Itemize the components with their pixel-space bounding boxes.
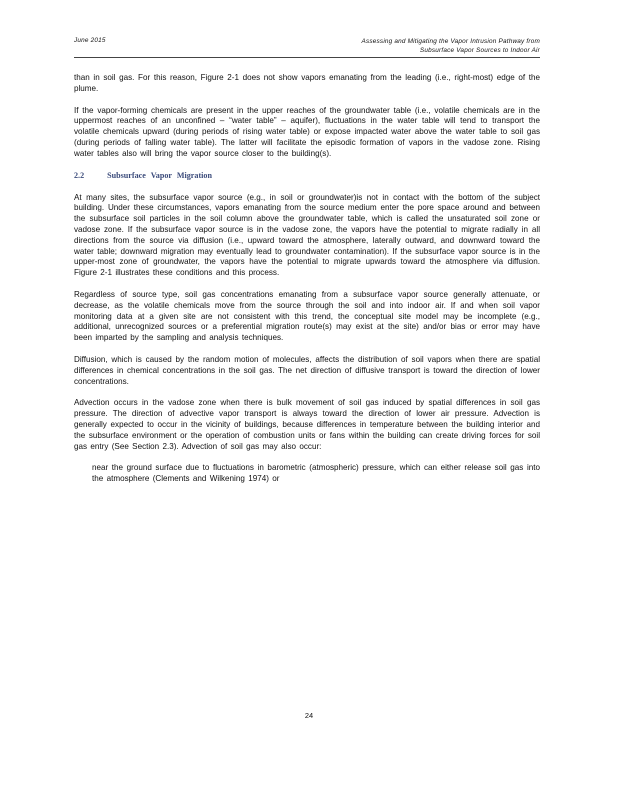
section-heading [74, 171, 540, 180]
section-title: Subsurface Vapor Migration [107, 170, 212, 180]
document-body [74, 73, 540, 485]
bullet-item-barometric [74, 463, 540, 485]
header-date: June 2015 [74, 37, 106, 44]
header-rule [74, 57, 540, 58]
paragraph-diffusion: Diffusion, which is caused by the random motion of molecules, affects the distribution of soil vapors when there are spatial differences in chemical concentrations in the soil gas. The net direction of diffusive transport is toward the direction of lower concentrations. [74, 354, 540, 386]
paragraph-attenuation: Regardless of source type, soil gas concentrations emanating from a subsurface vapor source generally attenuate, or decrease, as the volatile chemicals move from the source through the soil and into indoor air. If and when soil vapor monitoring data at a given site are not consistent with this trend, the conceptual site model may be incomplete (e.g., additional, unrecognized sources or a preferential migration route(s) may exist at the site) and/or bias or error may have been imparted by the sampling and analysis techniques. [74, 289, 540, 343]
paragraph-plume-edge: than in soil gas. For this reason, Figure 2-1 does not show vapors emanating from the leading (i.e., right-most) edge of the plume. [74, 73, 540, 93]
paragraph-water-table: If the vapor-forming chemicals are present in the upper reaches of the groundwater table (i.e., volatile chemicals are in the uppermost reaches of an unconfined – “water table” – aquifer), fluctuations in the water table will tend to transport the volatile chemicals upward (during periods of rising water table) or expose impacted water above the water table to soil gas (during periods of falling water table). The latter will facilitate the episodic formation of vapors in the vadose zone. Rising water tables also will bring the vapor source closer to the building(s). [74, 105, 540, 158]
section-number: 2.2 [74, 170, 85, 180]
bullet-text: near the ground surface due to fluctuations in barometric (atmospheric) pressure, which can either release soil gas into the atmosphere (Clements and Wilkening 1974) or [92, 463, 540, 484]
paragraph-advection: Advection occurs in the vadose zone when there is bulk movement of soil gas induced by spatial differences in soil gas pressure. The direction of advective vapor transport is always toward the direction of lower air pressure. Advection is generally expected to occur in the vicinity of buildings, because differences in temperature between the building interior and the subsurface environment or the operation of combustion units or fans within the building can create driving forces for soil gas entry (See Section 2.3). Advection of soil gas may also occur: [74, 398, 540, 451]
paragraph-vadose-zone: At many sites, the subsurface vapor source (e.g., in soil or groundwater)is not in contact with the bottom of the subject building. Under these circumstances, vapors emanating from the source medium enter the pore space around and between the subsurface soil particles in the soil column above the groundwater table, which is called the unsaturated soil zone or vadose zone. If the subsurface vapor source is in the vadose zone, the vapors have the potential to migrate radially in all directions from the source via diffusion (i.e., upward toward the atmosphere, laterally outward, and downward toward the water table; downward migration may eventually lead to groundwater contamination). If the subsurface vapor source is in the upper-most zone of groundwater, the vapors have the potential to migrate upwards toward the atmosphere via diffusion. Figure 2-1 illustrates these conditions and this process. [74, 192, 540, 278]
header-title-line-1: Assessing and Mitigating the Vapor Intrusion Pathway from [361, 38, 540, 45]
header-title-line-2: Subsurface Vapor Sources to Indoor Air [419, 47, 540, 54]
header-title [290, 37, 540, 55]
page-number: 24 [304, 711, 314, 720]
